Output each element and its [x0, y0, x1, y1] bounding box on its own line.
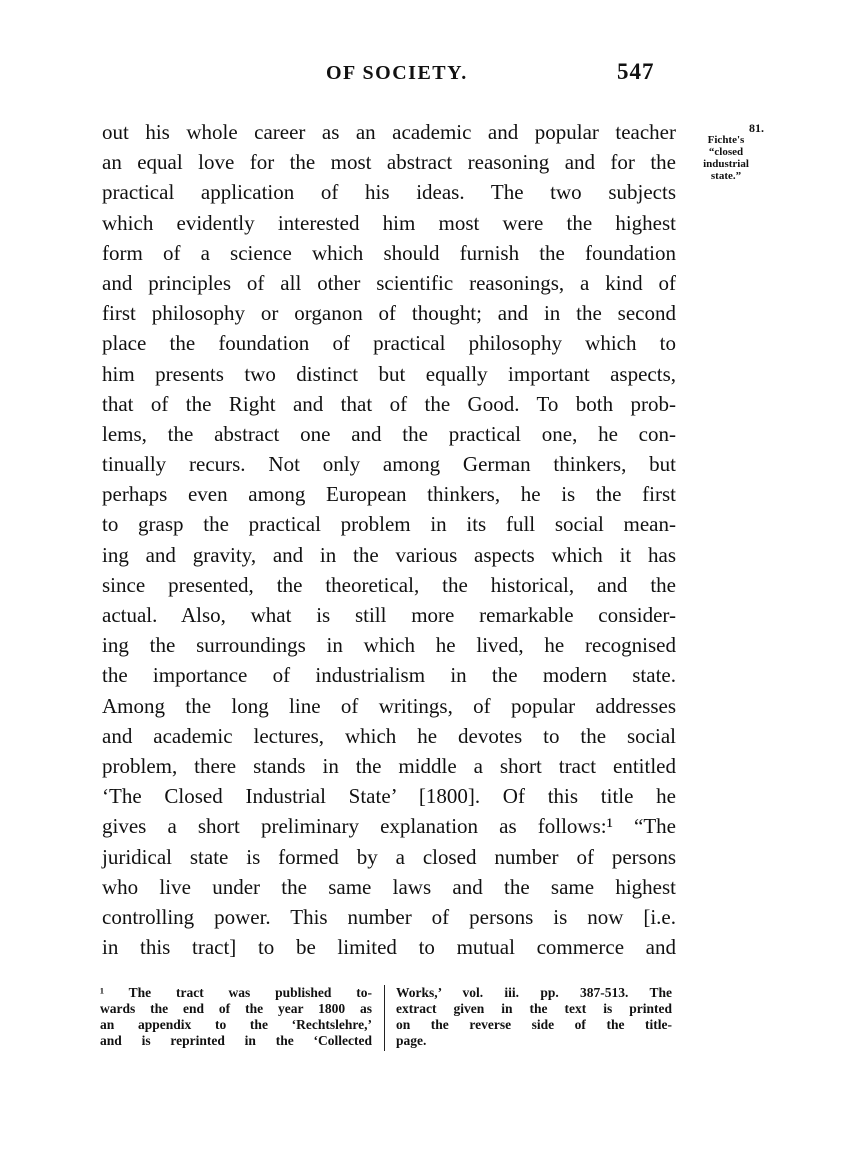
text-line: problem, there stands in the middle a short tract entitled	[102, 753, 676, 778]
text-line: the importance of industrialism in the modern state.	[102, 663, 676, 688]
footnote-line: on the reverse side of the title-	[396, 1017, 672, 1032]
text-line: and principles of all other scientific reasonings, a kind of	[102, 270, 676, 295]
margin-note-line: “closed	[708, 146, 744, 158]
text-line: ing and gravity, and in the various aspects which it has	[102, 542, 676, 567]
footnote-column-left	[100, 985, 372, 1049]
page-header	[0, 59, 850, 92]
margin-note-line: state.”	[710, 170, 742, 182]
margin-note-section-number: 81.	[749, 121, 764, 135]
text-line: controlling power. This number of persons is now [i.e.	[102, 904, 676, 929]
footnote-column-right	[396, 985, 672, 1049]
text-line: him presents two distinct but equally important aspects,	[102, 361, 676, 386]
footnote-line: extract given in the text is printed	[396, 1001, 672, 1016]
footnote-line: Works,’ vol. iii. pp. 387-513. The	[396, 985, 672, 1000]
text-line: form of a science which should furnish the foundation	[102, 240, 676, 265]
text-line: in this tract] to be limited to mutual commerce and	[102, 935, 676, 960]
text-line: gives a short preliminary explanation as follows:¹ “The	[102, 814, 676, 839]
text-line: that of the Right and that of the Good. To both prob-	[102, 391, 676, 416]
text-line: first philosophy or organon of thought; and in the second	[102, 301, 676, 326]
text-line: ing the surroundings in which he lived, he recognised	[102, 633, 676, 658]
margin-note-line: industrial	[703, 158, 749, 170]
text-line: out his whole career as an academic and popular teacher	[102, 120, 676, 144]
footnote-line: and is reprinted in the ‘Collected	[100, 1033, 372, 1048]
text-line: perhaps even among European thinkers, he is the first	[102, 482, 676, 507]
footnote-column-divider	[384, 985, 385, 1051]
footnote-line: page.	[396, 1033, 427, 1048]
text-line: an equal love for the most abstract reasoning and for the	[102, 150, 676, 175]
text-line: practical application of his ideas. The two subjects	[102, 180, 676, 205]
text-line: actual. Also, what is still more remarkable consider-	[102, 603, 676, 627]
text-line: and academic lectures, which he devotes to the social	[102, 723, 676, 748]
text-line: ‘The Closed Industrial State’ [1800]. Of this title he	[102, 784, 676, 809]
text-line: since presented, the theoretical, the historical, and the	[102, 572, 676, 597]
footnote-line: wards the end of the year 1800 as	[100, 1001, 372, 1016]
text-line: which evidently interested him most were the highest	[102, 210, 676, 235]
text-line: Among the long line of writings, of popular addresses	[102, 693, 676, 718]
body-text	[102, 117, 676, 962]
text-line: lems, the abstract one and the practical one, he con-	[102, 421, 676, 446]
margin-note	[684, 122, 768, 182]
text-line: juridical state is formed by a closed number of persons	[102, 844, 676, 869]
footnote-line: ¹ The tract was published to-	[100, 985, 372, 1000]
text-line: who live under the same laws and the same highest	[102, 874, 676, 899]
page-number: 547	[617, 59, 655, 84]
text-line: tinually recurs. Not only among German thinkers, but	[102, 452, 676, 477]
footnote-line: an appendix to the ‘Rechtslehre,’	[100, 1017, 372, 1032]
margin-note-line: Fichte's	[707, 134, 745, 146]
running-head: OF SOCIETY.	[326, 62, 468, 84]
footnotes	[100, 985, 680, 1055]
text-line: to grasp the practical problem in its full social mean-	[102, 512, 676, 537]
text-line: place the foundation of practical philosophy which to	[102, 331, 676, 356]
